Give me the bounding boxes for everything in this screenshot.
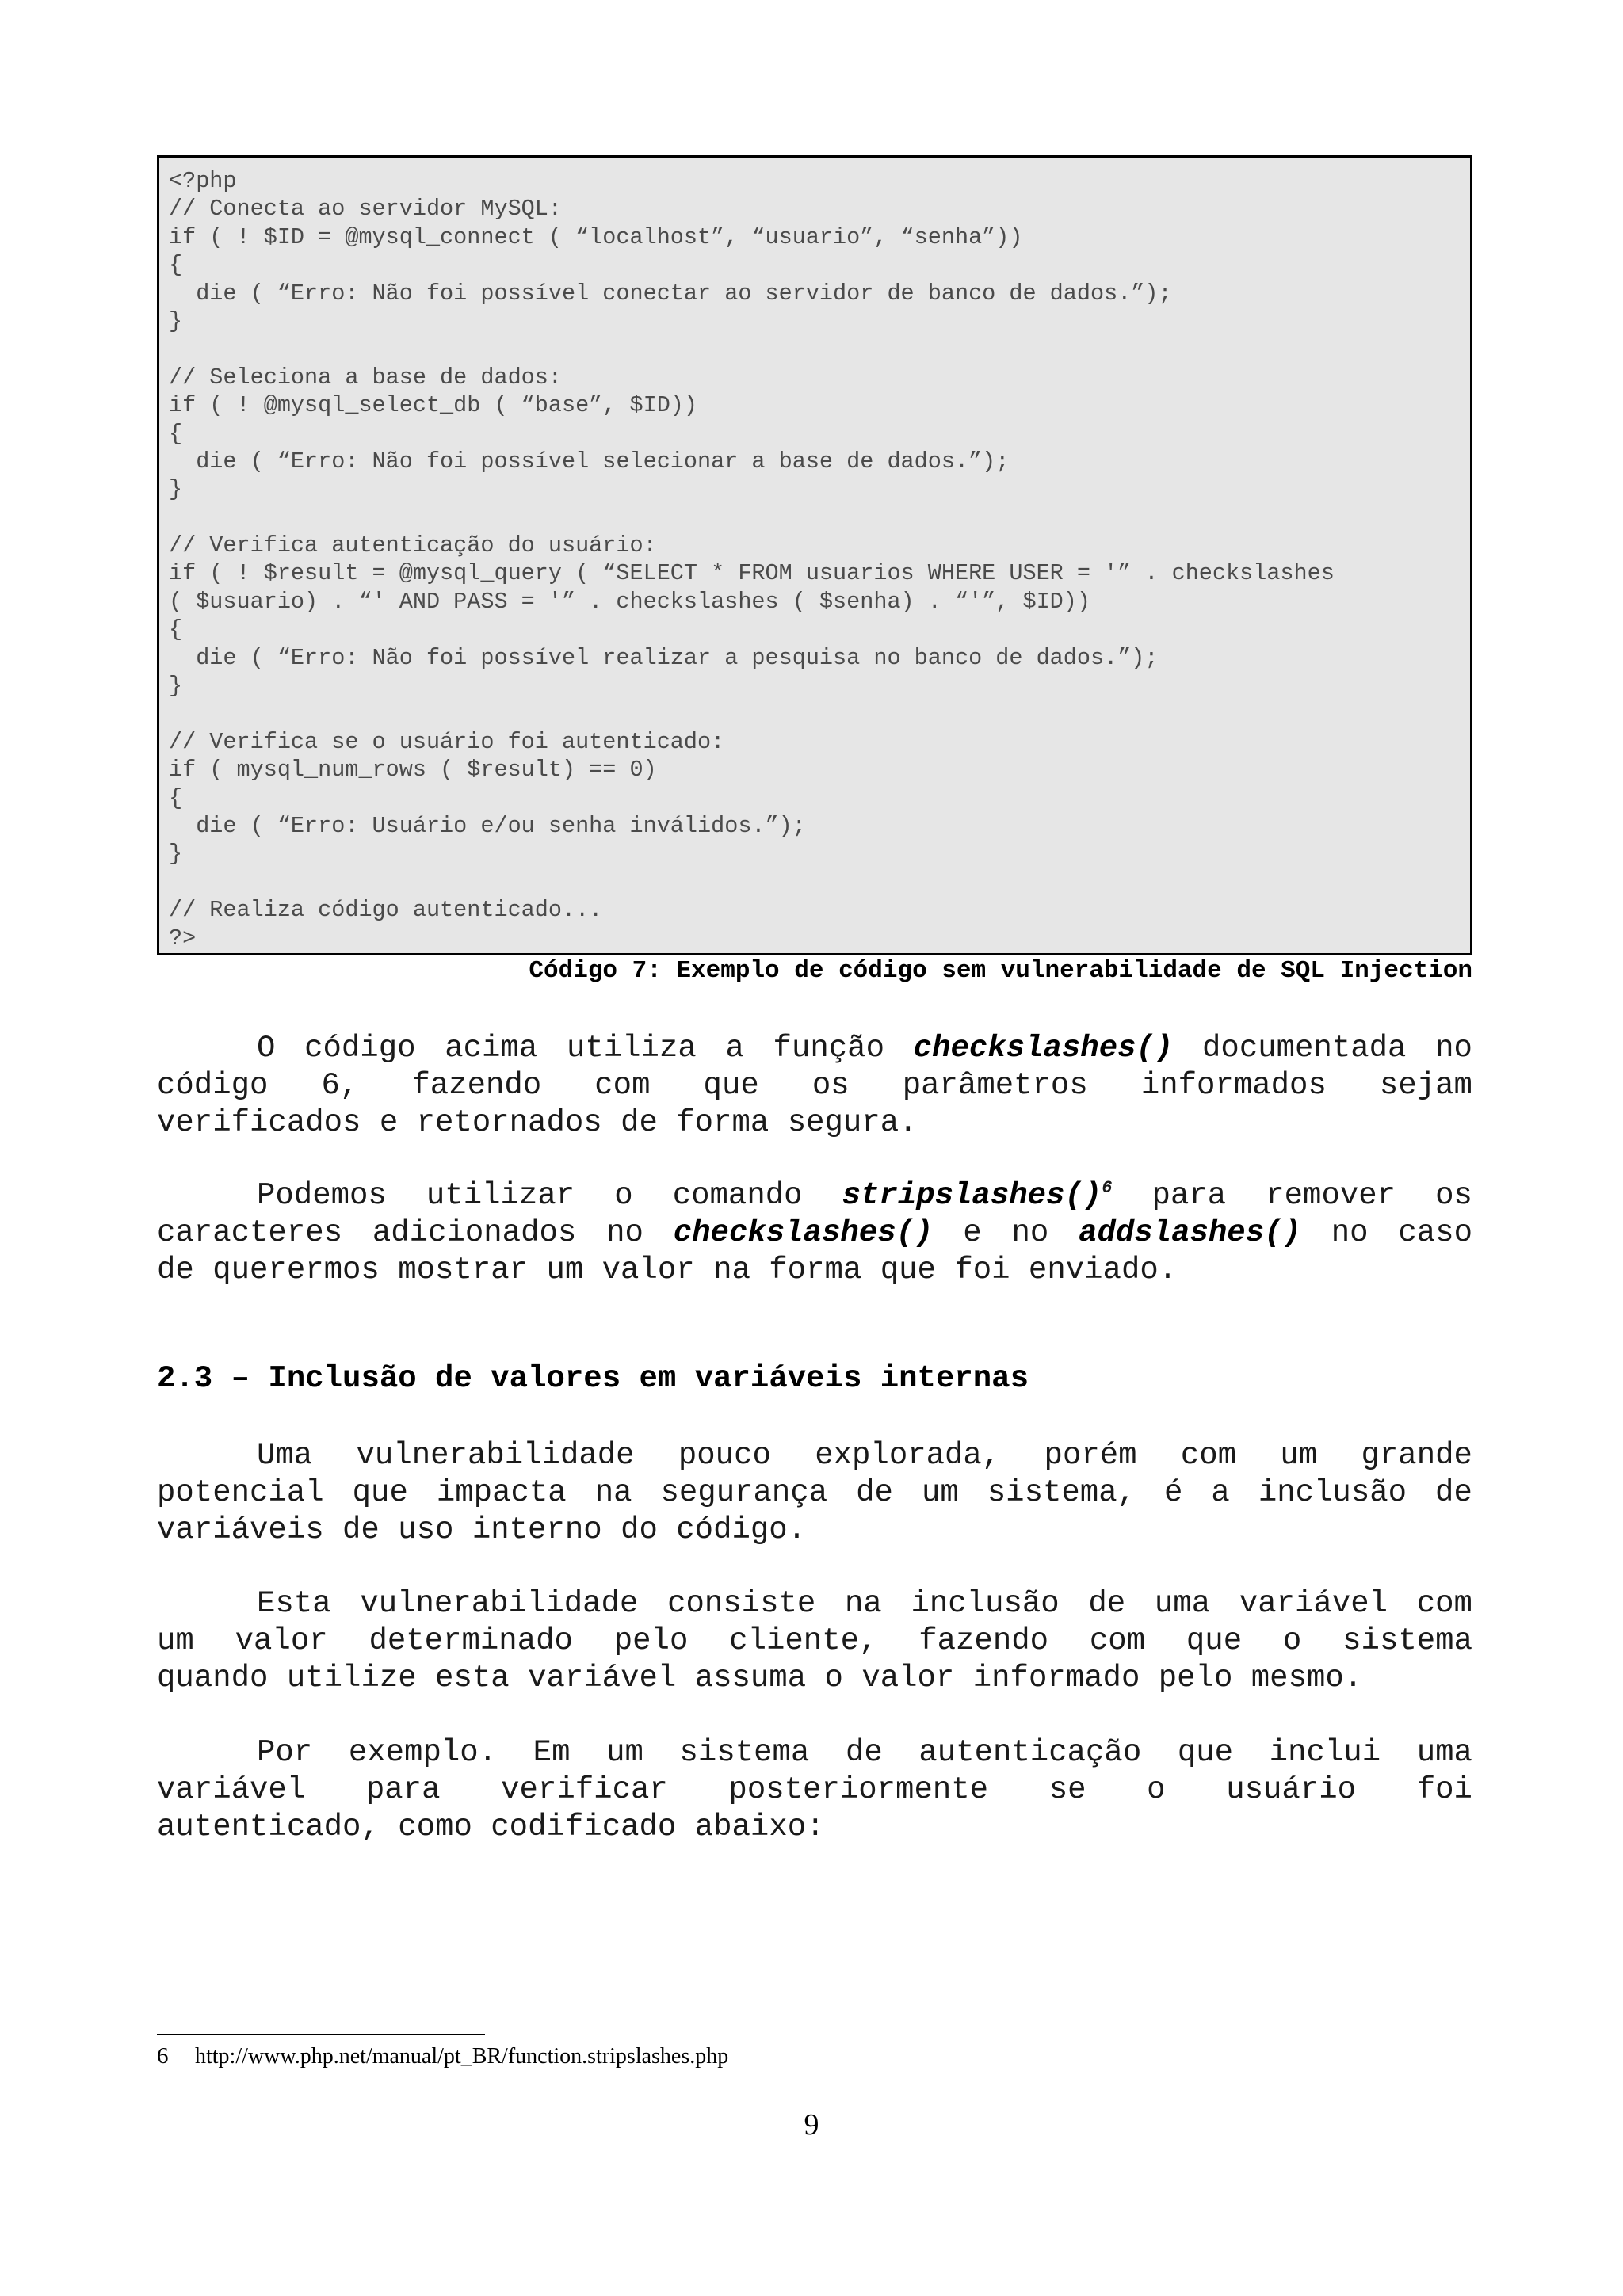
paragraph-line: de querermos mostrar um valor na forma que foi enviado. [157, 1253, 1178, 1287]
code-line: // Seleciona a base de dados: [169, 364, 562, 391]
paragraph-line: O código acima utiliza a função checkslashes() documentada no [257, 1031, 1472, 1066]
code-line: die ( “Erro: Não foi possível conectar ao servidor de banco de dados.”); [169, 280, 1172, 307]
paragraph-line: Por exemplo. Em um sistema de autenticação que inclui uma [257, 1735, 1472, 1770]
paragraph-example [157, 1734, 1472, 1846]
code-line: if ( ! $ID = @mysql_connect ( “localhost”, “usuario”, “senha”)) [169, 223, 1023, 250]
code-line: if ( ! $result = @mysql_query ( “SELECT * FROM usuarios WHERE USER = '” . checkslashes [169, 560, 1335, 587]
paragraph-line: Podemos utilizar o comando stripslashes()$^6$ para remover os [257, 1178, 1472, 1213]
code-line: // Conecta ao servidor MySQL: [169, 196, 562, 223]
paragraph-line: variáveis de uso interno do código. [157, 1512, 807, 1547]
code-line: } [169, 673, 183, 700]
footnote-separator [157, 2034, 485, 2035]
footnote-link[interactable]: http://www.php.net/manual/pt_BR/function.stripslashes.php [195, 2044, 729, 2069]
code-line: // Verifica se o usuário foi autenticado: [169, 728, 725, 755]
code-line: } [169, 841, 183, 868]
paragraph-line: quando utilize esta variável assuma o valor informado pelo mesmo. [157, 1661, 1363, 1695]
paragraph-line: um valor determinado pelo cliente, fazendo com que o sistema [157, 1623, 1472, 1658]
paragraph-vulnerability-intro [157, 1437, 1472, 1549]
function-name: checkslashes() [913, 1031, 1174, 1066]
code-line: } [169, 476, 183, 503]
code-line: die ( “Erro: Usuário e/ou senha inválidos.”); [169, 812, 806, 839]
code-line: // Verifica autenticação do usuário: [169, 532, 657, 559]
code-line: die ( “Erro: Não foi possível selecionar a base de dados.”); [169, 448, 1010, 475]
paragraph-line: Uma vulnerabilidade pouco explorada, porém com um grande [257, 1438, 1472, 1473]
code-block [157, 155, 1472, 955]
section-heading: 2.3 – Inclusão de valores em variáveis internas [157, 1361, 1029, 1396]
paragraph-line: autenticado, como codificado abaixo: [157, 1810, 825, 1844]
code-line: ?> [169, 925, 197, 952]
paragraph-line: variável para verificar posteriormente se o usuário foi [157, 1772, 1472, 1807]
code-line: // Realiza código autenticado... [169, 897, 603, 924]
code-line: { [169, 252, 183, 279]
footnote-reference: 6 [1102, 1178, 1113, 1198]
function-name: addslashes() [1079, 1215, 1301, 1250]
function-name: stripslashes() [842, 1178, 1102, 1213]
code-line: { [169, 420, 183, 447]
paragraph-vulnerability-detail [157, 1585, 1472, 1697]
function-name: checkslashes() [673, 1215, 934, 1250]
footnote [157, 2042, 728, 2070]
code-line: <?php [169, 168, 237, 194]
code-line: if ( mysql_num_rows ( $result) == 0) [169, 757, 657, 784]
code-line: } [169, 307, 183, 334]
paragraph-line: Esta vulnerabilidade consiste na inclusão de uma variável com [257, 1586, 1472, 1621]
code-line: if ( ! @mysql_select_db ( “base”, $ID)) [169, 392, 698, 419]
code-line: { [169, 784, 183, 811]
code-caption: Código 7: Exemplo de código sem vulnerabilidade de SQL Injection [529, 957, 1472, 985]
code-line [169, 868, 1462, 896]
paragraph-line: caracteres adicionados no checkslashes() e no addslashes() no caso [157, 1215, 1472, 1250]
paragraph-stripslashes [157, 1177, 1472, 1289]
code-line [169, 504, 1462, 532]
code-line: die ( “Erro: Não foi possível realizar a pesquisa no banco de dados.”); [169, 644, 1159, 671]
footnote-number: 6 [157, 2043, 169, 2069]
code-line [169, 700, 1462, 727]
code-line: { [169, 616, 183, 643]
code-line: ( $usuario) . “' AND PASS = '” . checkslashes ( $senha) . “'”, $ID)) [169, 588, 1090, 615]
paragraph-line: código 6, fazendo com que os parâmetros informados sejam [157, 1068, 1472, 1103]
paragraph-line: verificados e retornados de forma segura. [157, 1105, 918, 1140]
code-line [169, 335, 1462, 363]
paragraph-line: potencial que impacta na segurança de um sistema, é a inclusão de [157, 1475, 1472, 1510]
page-number: 9 [804, 2108, 819, 2142]
paragraph-checkslashes [157, 1030, 1472, 1142]
